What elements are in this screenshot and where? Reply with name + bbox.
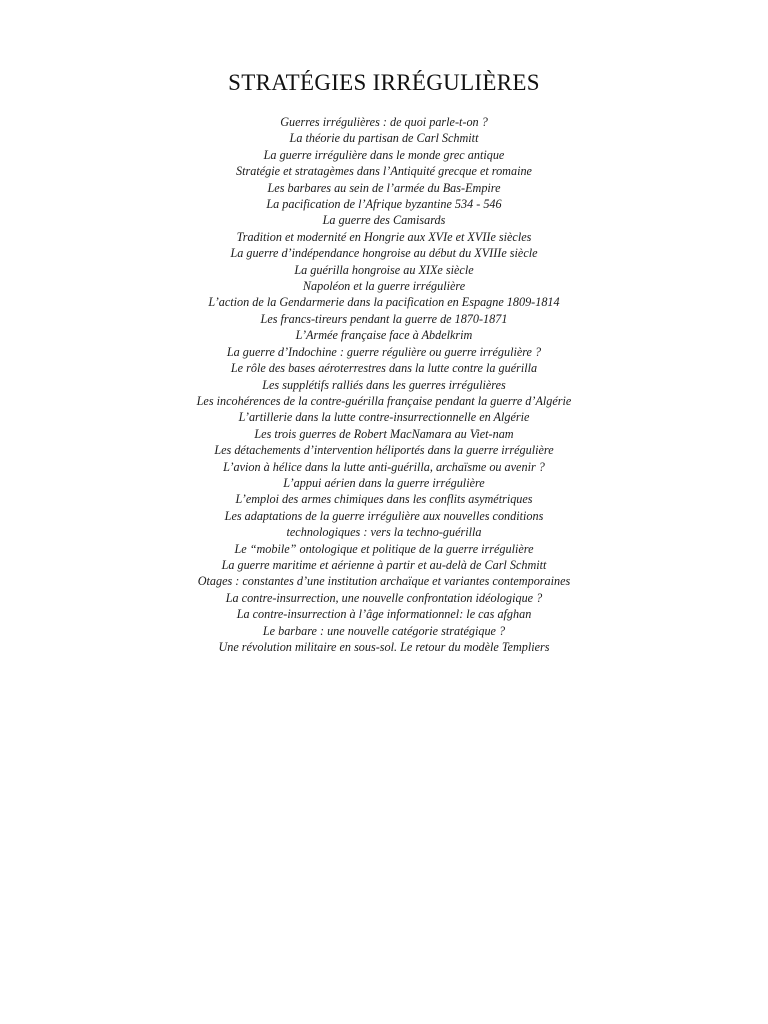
toc-entry: Les incohérences de la contre-guérilla française pendant la guerre d’Algérie — [196, 393, 572, 408]
toc-entry: Les francs-tireurs pendant la guerre de 1870-1871 — [260, 311, 508, 326]
toc-entry: Le barbare : une nouvelle catégorie stratégique ? — [262, 623, 506, 638]
toc-entry: Les barbares au sein de l’armée du Bas-Empire — [267, 180, 501, 195]
toc-entry: Les détachements d’intervention héliportés dans la guerre irrégulière — [214, 443, 554, 458]
toc-entry: La guerre maritime et aérienne à partir et au-delà de Carl Schmitt — [221, 557, 547, 572]
toc-entry: La guérilla hongroise au XIXe siècle — [294, 262, 474, 277]
toc-entry: L’Armée française face à Abdelkrim — [295, 328, 473, 343]
toc-entry: La guerre d’indépendance hongroise au début du XVIIIe siècle — [230, 246, 538, 261]
table-of-contents — [0, 114, 768, 655]
toc-entry: Une révolution militaire en sous-sol. Le retour du modèle Templiers — [218, 640, 550, 654]
toc-entry: Tradition et modernité en Hongrie aux XVIe et XVIIe siècles — [236, 229, 532, 244]
toc-entry: Les supplétifs ralliés dans les guerres irrégulières — [262, 377, 506, 392]
toc-entry: Otages : constantes d’une institution archaïque et variantes contemporaines — [197, 574, 571, 589]
toc-entry: L’appui aérien dans la guerre irrégulière — [283, 475, 485, 490]
toc-entry: Stratégie et stratagèmes dans l’Antiquité grecque et romaine — [236, 164, 532, 179]
toc-entry: La contre-insurrection à l’âge informationnel: le cas afghan — [236, 607, 532, 622]
toc-entry: Le “mobile” ontologique et politique de la guerre irrégulière — [234, 541, 534, 556]
toc-entry: L’avion à hélice dans la lutte anti-guérilla, archaïsme ou avenir ? — [223, 459, 545, 474]
toc-entry: La contre-insurrection, une nouvelle confrontation idéologique ? — [225, 590, 543, 605]
toc-entry: L’emploi des armes chimiques dans les conflits asymétriques — [235, 492, 533, 507]
toc-entry: La guerre des Camisards — [322, 213, 446, 228]
page-title: STRATÉGIES IRRÉGULIÈRES — [228, 70, 540, 95]
toc-entry: La guerre d’Indochine : guerre régulière ou guerre irrégulière ? — [226, 344, 542, 359]
toc-entry: L’artillerie dans la lutte contre-insurrectionnelle en Algérie — [238, 410, 530, 425]
toc-entry: Les trois guerres de Robert MacNamara au Viet-nam — [254, 426, 514, 441]
toc-entry: La guerre irrégulière dans le monde grec antique — [263, 147, 505, 162]
toc-entry: L’action de la Gendarmerie dans la pacification en Espagne 1809-1814 — [208, 295, 560, 310]
toc-entry: Napoléon et la guerre irrégulière — [302, 279, 466, 294]
toc-entry: Guerres irrégulières : de quoi parle-t-on ? — [280, 115, 488, 129]
toc-entry: Le rôle des bases aéroterrestres dans la lutte contre la guérilla — [230, 361, 538, 376]
toc-entry: La théorie du partisan de Carl Schmitt — [289, 131, 479, 146]
toc-entry: Les adaptations de la guerre irrégulière aux nouvelles conditions technologiques : vers la techno-guérilla — [224, 508, 544, 540]
toc-entry: La pacification de l’Afrique byzantine 534 - 546 — [266, 197, 502, 212]
